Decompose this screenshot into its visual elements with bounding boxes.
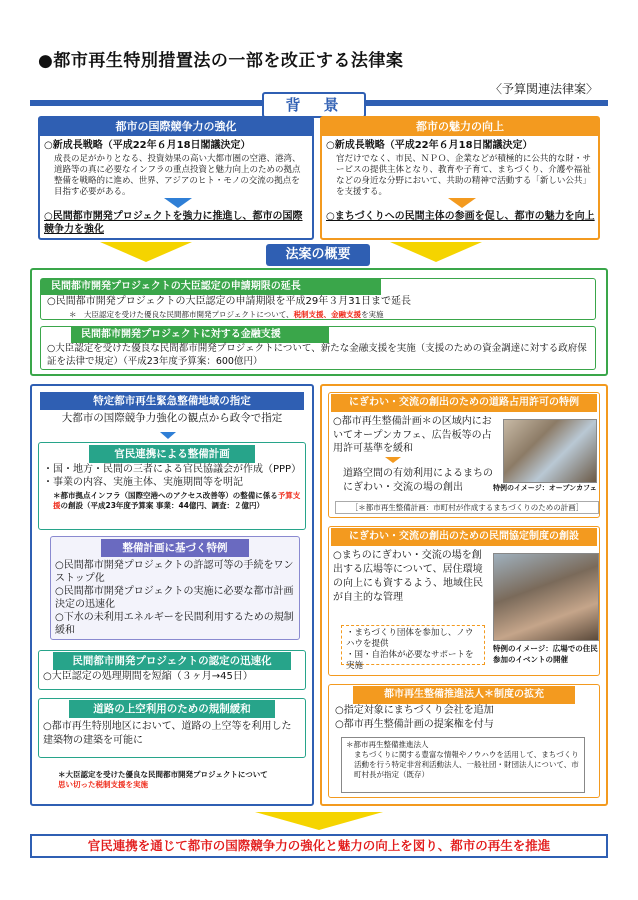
road-use-text1: ○都市再生整備計画＊の区域内においてオープンカフェ、広告板等の占用許可基準を緩和 — [333, 416, 492, 454]
agreement-header: にぎわい・交流の創出のための民間協定制度の創設 — [331, 528, 597, 546]
background-left-header: 都市の国際競争力の強化 — [40, 118, 312, 136]
background-label: 背 景 — [262, 92, 366, 118]
special-item: ○民間都市開発プロジェクトの実施に必要な都市計画決定の迅速化 — [55, 586, 294, 610]
note-text: を実施 — [361, 309, 384, 319]
road-use-note: ［＊都市再生整備計画：市町村が作成するまちづくりのための計画］ — [335, 501, 599, 514]
road-header: 道路の上空利用のための規制緩和 — [69, 700, 275, 718]
road-use-text2: 道路空間の有効利用によるまちのにぎわい・交流の場の創出 — [343, 468, 493, 493]
left-column — [30, 384, 314, 806]
plan-item: ・国・地方・民間の三者による官民協議会が作成（PPP） — [43, 464, 302, 475]
footer-conclusion: 官民連携を通じて都市の国際競争力の強化と魅力の向上を図り、都市の再生を推進 — [30, 834, 608, 858]
road-use-header: にぎわい・交流の創出のための道路占用許可の特例 — [331, 394, 597, 412]
corp-box — [328, 684, 600, 798]
agreement-bullet: ・まちづくり団体を参加し、ノウハウを提供 — [346, 628, 474, 649]
arrow-down-icon — [448, 198, 476, 208]
overview-item1-header: 民間都市開発プロジェクトの大臣認定の申請期限の延長 — [41, 279, 381, 295]
overview-item1-text: ○民間都市開発プロジェクトの大臣認定の申請期限を平成29年３月31日まで延長 — [47, 296, 411, 307]
road-use-box — [328, 392, 600, 518]
background-left-conclusion: ○民間都市開発プロジェクトを強力に推進し、都市の国際競争力を強化 — [44, 211, 303, 235]
right-column — [320, 384, 608, 806]
plan-header: 官民連携による整備計画 — [89, 445, 255, 463]
agreement-bullet: ・国・自治体が必要なサポートを実施 — [346, 650, 474, 671]
plan-box — [38, 442, 306, 530]
speed-box — [38, 650, 306, 690]
arrow-down-icon — [385, 457, 401, 463]
note-text: ＊大臣認定を受けた優良な民間都市開発プロジェクトについて — [58, 770, 268, 779]
corp-note-body: まちづくりに関する豊富な情報やノウハウを活用して、まちづくり活動を行う特定非営利活動法人、一般社団・財団法人について、市町村長が指定（既存） — [354, 750, 579, 779]
note-text: ＊都市拠点インフラ（国際空港へのアクセス改善等）の整備に係る — [53, 491, 278, 500]
background-left-box — [38, 116, 314, 240]
background-right-header: 都市の魅力の向上 — [322, 118, 598, 136]
overview-label: 法案の概要 — [266, 244, 370, 266]
special-header: 整備計画に基づく特例 — [101, 539, 249, 557]
overview-item2-text: ○大臣認定を受けた優良な民間都市開発プロジェクトについて、新たな金融支援を実施（支援のための資金調達に対する政府保証を法律で規定）（平成23年度予算案：600億円） — [47, 343, 587, 367]
agreement-box — [328, 526, 600, 676]
document-title: ●都市再生特別措置法の一部を改正する法律案 — [38, 51, 404, 71]
agreement-text: ○まちのにぎわい・交流の場を創出する広場等について、居住環境の向上にも資するよう、地域住民が自主的な管理 — [333, 550, 483, 603]
speed-text: ○大臣認定の処理期間を短縮（３ヶ月→45日） — [43, 671, 253, 682]
road-text: ○都市再生特別地区において、道路の上空等を利用した建築物の建築を可能に — [43, 721, 292, 746]
road-box — [38, 698, 306, 758]
note-red-text: 予算支援 — [53, 491, 301, 510]
overview-item1-note — [41, 309, 595, 320]
plan-note — [39, 489, 305, 511]
left-column-note — [58, 770, 308, 790]
arrow-down-icon — [164, 198, 192, 208]
road-use-caption: 特例のイメージ：オープンカフェ — [493, 484, 597, 492]
special-item: ○民間都市開発プロジェクトの許認可等の手続をワンストップ化 — [55, 560, 294, 584]
agreement-bullets — [341, 625, 485, 671]
overview-item2 — [40, 326, 596, 370]
open-cafe-photo — [503, 419, 597, 483]
note-red-text: 税制支援、金融支援 — [293, 309, 362, 319]
note-text: の創設（平成23年度予算案 事業：44億円、調査：２億円） — [60, 501, 264, 510]
plan-item: ・事業の内容、実施主体、実施期間等を明記 — [43, 477, 243, 488]
corp-note — [341, 737, 585, 793]
background-right-strategy: ○新成長戦略（平成22年６月18日閣議決定） — [326, 140, 533, 151]
overview-box — [30, 268, 608, 376]
overview-item1 — [40, 278, 596, 320]
corp-item: ○都市再生整備計画の提案権を付与 — [335, 718, 494, 730]
special-item: ○下水の未利用エネルギーを民間利用するための規制緩和 — [55, 612, 294, 636]
background-right-box — [320, 116, 600, 240]
background-right-conclusion: ○まちづくりへの民間主体の参画を促し、都市の魅力を向上 — [326, 211, 595, 222]
background-right-body: 官だけでなく、市民、ＮＰＯ、企業などが積極的に公共的な財・サービスの提供主体となり、教育や子育て、まちづくり、介護や福祉などの身近な分野において、共助の精神で活動する「新しい公共」を支援する。 — [336, 153, 591, 197]
special-box — [50, 536, 300, 640]
left-column-desc: 大都市の国際競争力強化の観点から政令で指定 — [61, 412, 283, 424]
speed-header: 民間都市開発プロジェクトの認定の迅速化 — [53, 652, 291, 670]
arrow-down-icon — [160, 432, 176, 439]
document-subtitle: 〈予算関連法律案〉 — [489, 82, 598, 96]
note-text: ＊ 大臣認定を受けた優良な民間都市開発プロジェクトについて、 — [69, 309, 294, 319]
plaza-event-photo — [493, 553, 599, 641]
background-left-body: 成長の足がかりとなる、投資効果の高い大都市圏の空港、港湾、道路等の真に必要なインフラの重点投資と魅力向上のための拠点整備を戦略的に進め、世界、アジアのヒト・モノの交流の拠点を目指す必要がある。 — [54, 153, 301, 197]
arrow-down-icon — [255, 812, 383, 830]
arrow-down-icon — [100, 242, 192, 262]
arrow-down-icon — [390, 242, 482, 262]
agreement-caption: 特例のイメージ：広場での住民参加のイベントの開催 — [493, 644, 598, 664]
corp-header: 都市再生整備推進法人＊制度の拡充 — [353, 686, 575, 704]
corp-note-title: ＊都市再生整備推進法人 — [346, 740, 429, 749]
overview-item2-header: 民間都市開発プロジェクトに対する金融支援 — [71, 327, 329, 343]
note-red-text: 思い切った税制支援を実施 — [58, 780, 148, 789]
corp-item: ○指定対象にまちづくり会社を追加 — [335, 705, 494, 716]
background-left-strategy: ○新成長戦略（平成22年６月18日閣議決定） — [44, 140, 251, 151]
left-column-header: 特定都市再生緊急整備地域の指定 — [40, 392, 304, 410]
